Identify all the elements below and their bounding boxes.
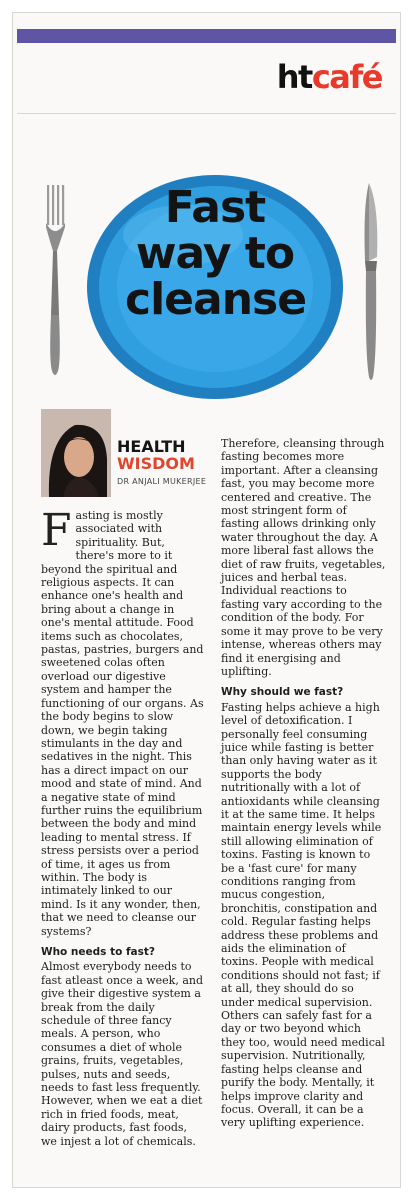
column-title-wisdom: WISDOM — [117, 454, 195, 473]
section2-text: Fasting helps achieve a high level of detoxification. I personally feel consuming juice while fasting is better than only having water as it supports the body nutritionally with a lot of antioxidants while cleansing it at the same time. It helps maintain energy levels while still allowing elimination of toxins. Fasting is known to be a 'fast cure' for many conditions ranging from mucus congestion, bronchitis, constipation and cold. Regular fasting helps address these problems and aids the elimination of toxins. People with medical conditions should not fast; if at all, they should do so under medical supervision. Others can safely fast for a day or two beyond which they too, would need medical supervision. Nutritionally, fasting helps cleanse and purify the body. Mentally, it helps improve clarity and focus. Overall, it can be a very uplifting experience. — [221, 700, 385, 1130]
column-title-health: HEALTH — [117, 437, 186, 456]
section-color-bar — [17, 29, 396, 43]
subheading-why-fast: Why should we fast? — [221, 686, 344, 699]
fork-icon — [46, 185, 65, 375]
headline-line-2: way to — [135, 228, 295, 279]
newspaper-page — [12, 12, 401, 1188]
headline-line-3: cleanse — [125, 274, 307, 325]
right-paragraph: Therefore, cleansing through fasting becomes more important. After a cleansing fast, you may become more centered and creative. The most stringent form of fasting allows drinking only water throughout the day. A more liberal fast allows the diet of raw fruits, vegetables, juices and herbal teas. Individual reactions to fasting vary according to the condition of the body. For some it may prove to be very intense, whereas others may find it energising and uplifting. — [221, 437, 386, 678]
logo-ht: ht — [276, 58, 312, 96]
article-intro — [41, 505, 206, 938]
dropcap: F — [41, 505, 72, 556]
logo-cafe: café — [311, 58, 382, 96]
headline — [125, 182, 307, 325]
intro-text: asting is mostly associated with spirituality. But, there's more to it beyond the spiritual and religious aspects. It can enhance one's health and bring about a change in one's mental attitude. Food items such as chocolates, pastas, pastries, burgers and sweetened colas often overload our digestive system and hamper the functioning of our organs. As the body begins to slow down, we begin taking stimulants in the day and sedatives in the night. This has a direct impact on our mood and state of mind. And a negative state of mind further ruins the equilibrium between the body and mind leading to mental stress. If stress persists over a period of time, it ages us from within. The body is intimately linked to our mind. Is it any wonder, then, that we need to cleanse our systems? — [41, 509, 204, 938]
section1-text: Almost everybody needs to fast atleast once a week, and give their digestive system a break from the daily schedule of three fancy meals. A person, who consumes a diet of whole grains, fruits, vegetables, pulses, nuts and seeds, needs to fast less frequently. However, when we eat a diet rich in fried foods, meat, dairy products, fast foods, we injest a lot of chemicals. — [41, 960, 204, 1148]
headline-line-1: Fast — [164, 182, 266, 233]
subheading-who-needs: Who needs to fast? — [41, 946, 155, 958]
section-logo — [276, 58, 382, 96]
byline: DR ANJALI MUKERJEE — [117, 477, 207, 486]
article-column-right — [221, 437, 386, 1130]
knife-icon — [365, 183, 378, 380]
author-photo — [41, 409, 111, 497]
column-title — [117, 438, 195, 472]
article-column-left — [41, 505, 206, 1148]
header-rule — [17, 113, 396, 114]
